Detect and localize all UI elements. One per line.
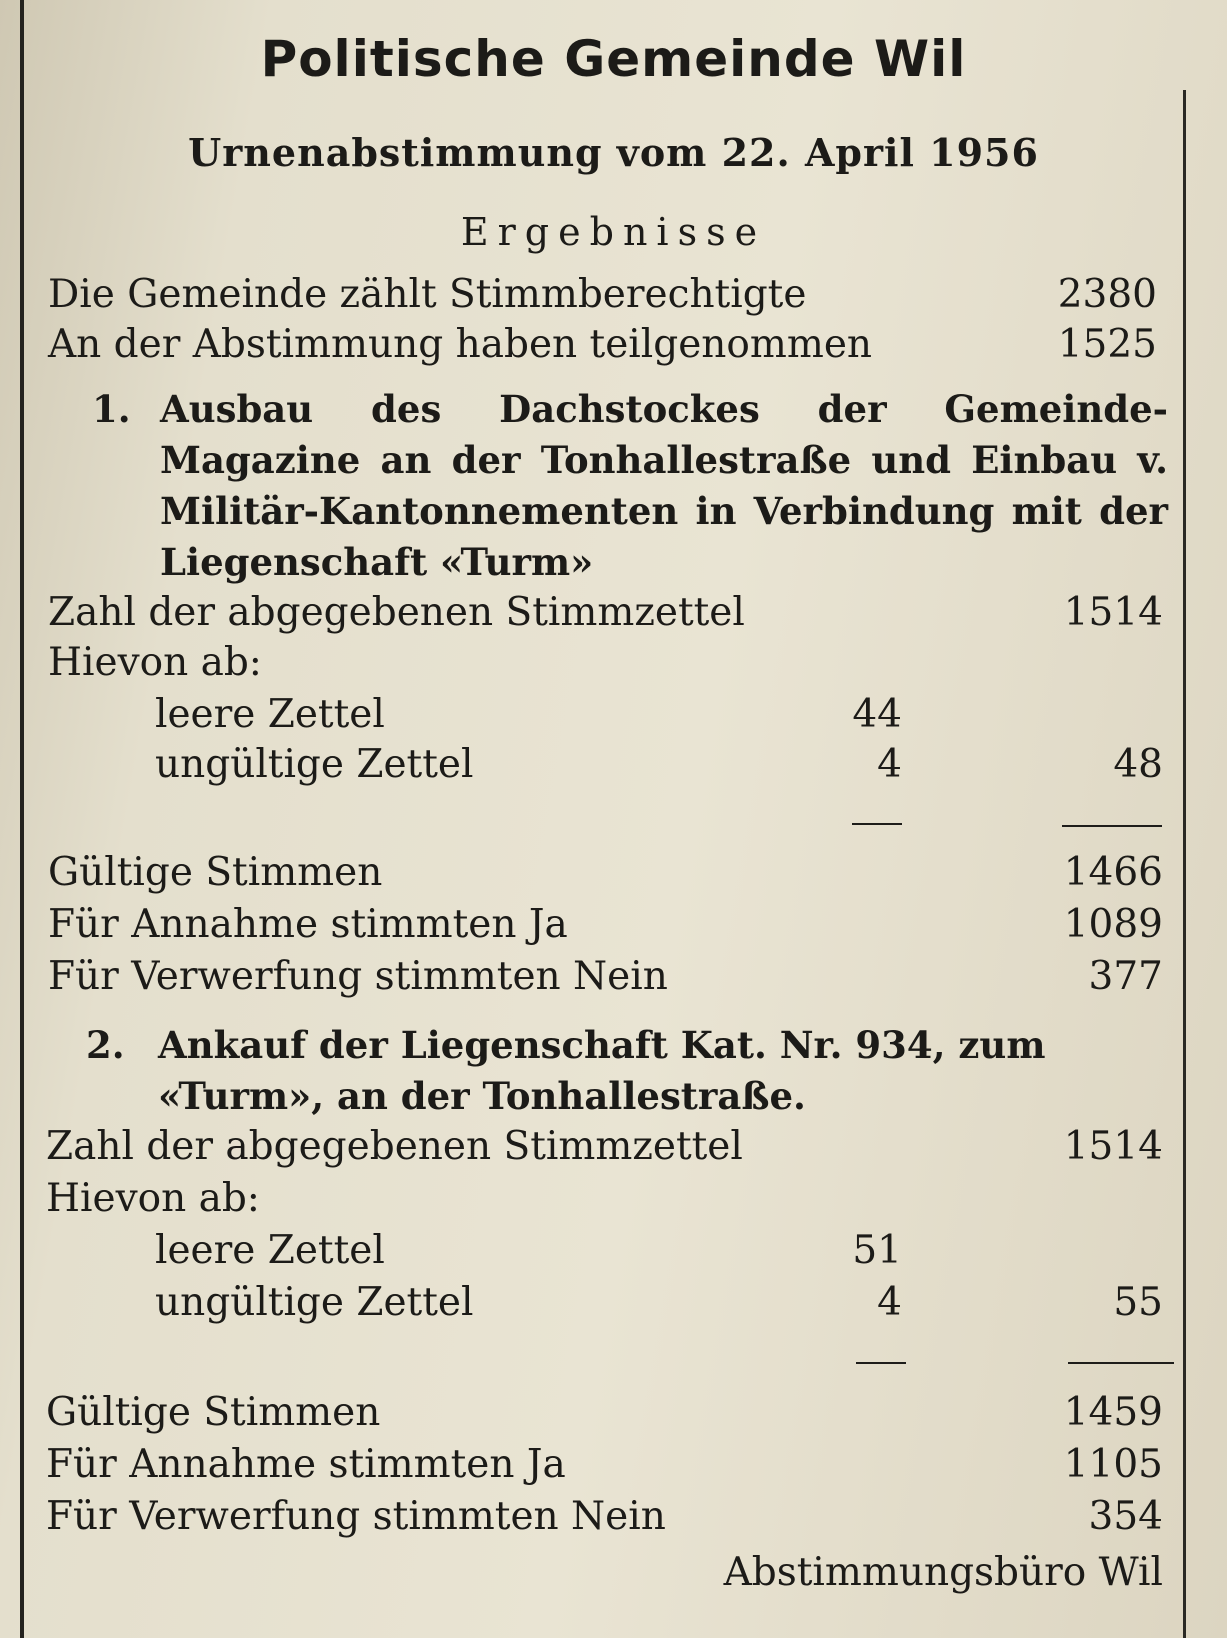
section-heading: Ergebnisse xyxy=(460,210,767,254)
item-2-invalid-value: 4 xyxy=(877,1280,902,1325)
item-1-yes-value: 1089 xyxy=(1063,902,1163,947)
item-2-deduct-total: 55 xyxy=(1113,1280,1163,1325)
item-1-deduct-label: Hievon ab: xyxy=(48,640,262,685)
item-2-total-rule xyxy=(1068,1362,1174,1364)
item-1-valid-label: Gültige Stimmen xyxy=(48,850,383,895)
item-1-valid-value: 1466 xyxy=(1063,850,1163,895)
item-1-total-rule xyxy=(1062,825,1162,827)
item-1-empty-label: leere Zettel xyxy=(155,692,385,737)
ballot-item-1 xyxy=(48,384,1168,588)
item-2-no-label: Für Verwerfung stimmten Nein xyxy=(46,1494,666,1539)
participants-value: 1525 xyxy=(1057,322,1157,367)
item-2-invalid-label: ungültige Zettel xyxy=(155,1280,474,1325)
item-1-ballots-label: Zahl der abgegebenen Stimmzettel xyxy=(48,590,745,635)
item-1-subtotal-rule xyxy=(852,823,902,825)
right-column-rule xyxy=(1183,90,1186,1638)
item-2-yes-label: Für Annahme stimmten Ja xyxy=(46,1442,566,1487)
item-2-deduct-label: Hievon ab: xyxy=(46,1176,260,1221)
item-2-ballots-label: Zahl der abgegebenen Stimmzettel xyxy=(46,1124,743,1169)
item-1-ballots-value: 1514 xyxy=(1063,590,1163,635)
item-1-yes-label: Für Annahme stimmten Ja xyxy=(48,902,568,947)
item-2-yes-value: 1105 xyxy=(1063,1442,1163,1487)
item-1-no-value: 377 xyxy=(1088,954,1163,999)
ballot-item-2-number: 2. xyxy=(86,1023,125,1067)
item-2-ballots-value: 1514 xyxy=(1063,1124,1163,1169)
item-1-no-label: Für Verwerfung stimmten Nein xyxy=(48,954,668,999)
item-2-empty-value: 51 xyxy=(852,1228,902,1273)
page-subtitle: Urnenabstimmung vom 22. April 1956 xyxy=(188,130,1039,175)
ballot-item-1-text: Ausbau des Dachstockes der Gemeinde-Magazine an der Tonhallestraße und Einbau v. Militär-Kantonnementen in Verbindung mit der Liegenschaft «Turm» xyxy=(160,387,1168,584)
eligible-voters-label: Die Gemeinde zählt Stimmberechtigte xyxy=(48,272,807,317)
signature: Abstimmungsbüro Wil xyxy=(723,1550,1163,1595)
item-1-invalid-value: 4 xyxy=(877,742,902,787)
item-2-valid-label: Gültige Stimmen xyxy=(46,1390,381,1435)
page-title: Politische Gemeinde Wil xyxy=(260,30,967,88)
participants-label: An der Abstimmung haben teilgenommen xyxy=(48,322,873,367)
ballot-item-2-text: Ankauf der Liegenschaft Kat. Nr. 934, zum «Turm», an der Tonhallestraße. xyxy=(158,1023,1046,1118)
ballot-item-2 xyxy=(48,1020,1168,1122)
item-1-empty-value: 44 xyxy=(852,692,902,737)
ballot-item-1-number: 1. xyxy=(92,387,131,431)
item-2-valid-value: 1459 xyxy=(1063,1390,1163,1435)
item-1-invalid-label: ungültige Zettel xyxy=(155,742,474,787)
item-2-empty-label: leere Zettel xyxy=(155,1228,385,1273)
eligible-voters-value: 2380 xyxy=(1057,272,1157,317)
item-1-deduct-total: 48 xyxy=(1113,742,1163,787)
item-2-no-value: 354 xyxy=(1088,1494,1163,1539)
item-2-subtotal-rule xyxy=(856,1362,906,1364)
